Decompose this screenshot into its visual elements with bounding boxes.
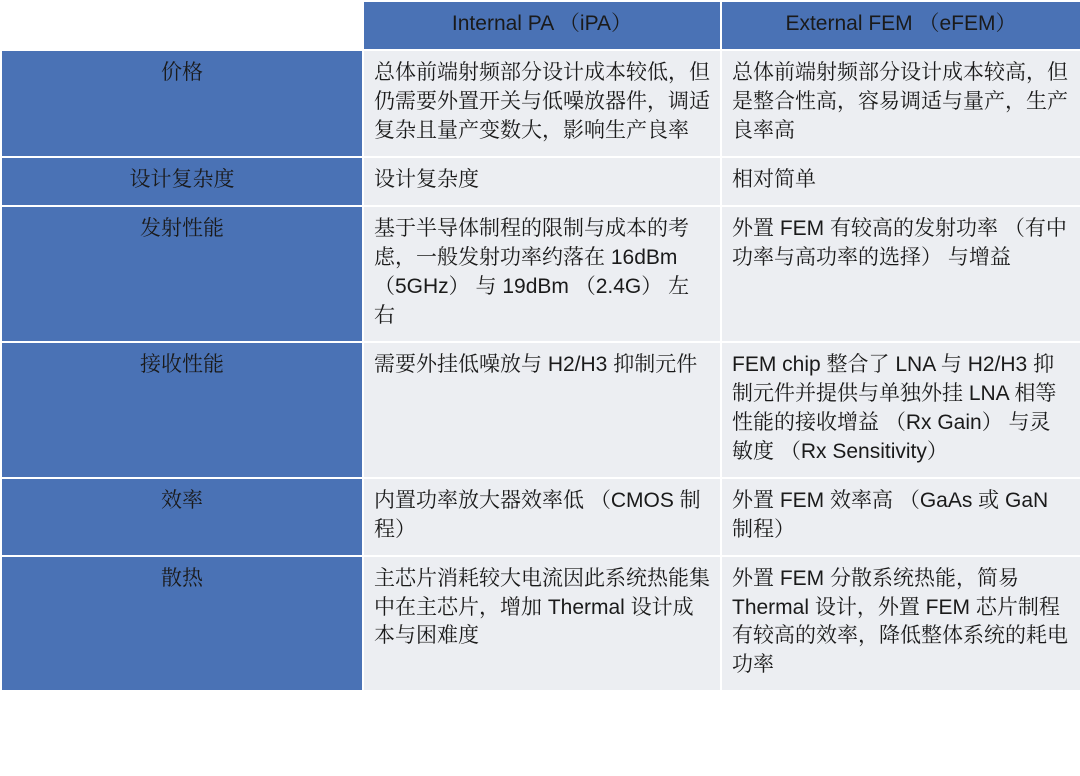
cell-thermal-ipa: 主芯片消耗较大电流因此系统热能集中在主芯片，增加 Thermal 设计成本与困难度 <box>363 556 721 692</box>
cell-rx-performance-efem: FEM chip 整合了 LNA 与 H2/H3 抑制元件并提供与单独外挂 LNA 相等性能的接收增益 （Rx Gain） 与灵敏度 （Rx Sensitivity） <box>721 342 1080 478</box>
cell-tx-performance-efem: 外置 FEM 有较高的发射功率 （有中功率与高功率的选择） 与增益 <box>721 206 1080 342</box>
row-label-design-complexity: 设计复杂度 <box>1 157 363 206</box>
table-row <box>1 206 1080 342</box>
header-corner-cell <box>1 1 363 50</box>
cell-efficiency-ipa: 内置功率放大器效率低 （CMOS 制程） <box>363 478 721 556</box>
cell-price-efem: 总体前端射频部分设计成本较高，但是整合性高，容易调适与量产，生产良率高 <box>721 50 1080 157</box>
cell-price-ipa: 总体前端射频部分设计成本较低，但仍需要外置开关与低噪放器件，调适复杂且量产变数大，影响生产良率 <box>363 50 721 157</box>
header-internal-pa: Internal PA （iPA） <box>363 1 721 50</box>
cell-rx-performance-ipa: 需要外挂低噪放与 H2/H3 抑制元件 <box>363 342 721 478</box>
table-row <box>1 478 1080 556</box>
cell-design-complexity-efem: 相对简单 <box>721 157 1080 206</box>
cell-tx-performance-ipa: 基于半导体制程的限制与成本的考虑，一般发射功率约落在 16dBm （5GHz） 与 19dBm （2.4G） 左右 <box>363 206 721 342</box>
row-label-tx-performance: 发射性能 <box>1 206 363 342</box>
table-header-row <box>1 1 1080 50</box>
row-label-rx-performance: 接收性能 <box>1 342 363 478</box>
table-row <box>1 342 1080 478</box>
row-label-efficiency: 效率 <box>1 478 363 556</box>
table-row <box>1 556 1080 692</box>
cell-design-complexity-ipa: 设计复杂度 <box>363 157 721 206</box>
row-label-price: 价格 <box>1 50 363 157</box>
table-row <box>1 50 1080 157</box>
table-row <box>1 157 1080 206</box>
cell-thermal-efem: 外置 FEM 分散系统热能，简易 Thermal 设计，外置 FEM 芯片制程有较高的效率，降低整体系统的耗电功率 <box>721 556 1080 692</box>
row-label-thermal: 散热 <box>1 556 363 692</box>
header-external-fem: External FEM （eFEM） <box>721 1 1080 50</box>
cell-efficiency-efem: 外置 FEM 效率高 （GaAs 或 GaN 制程） <box>721 478 1080 556</box>
